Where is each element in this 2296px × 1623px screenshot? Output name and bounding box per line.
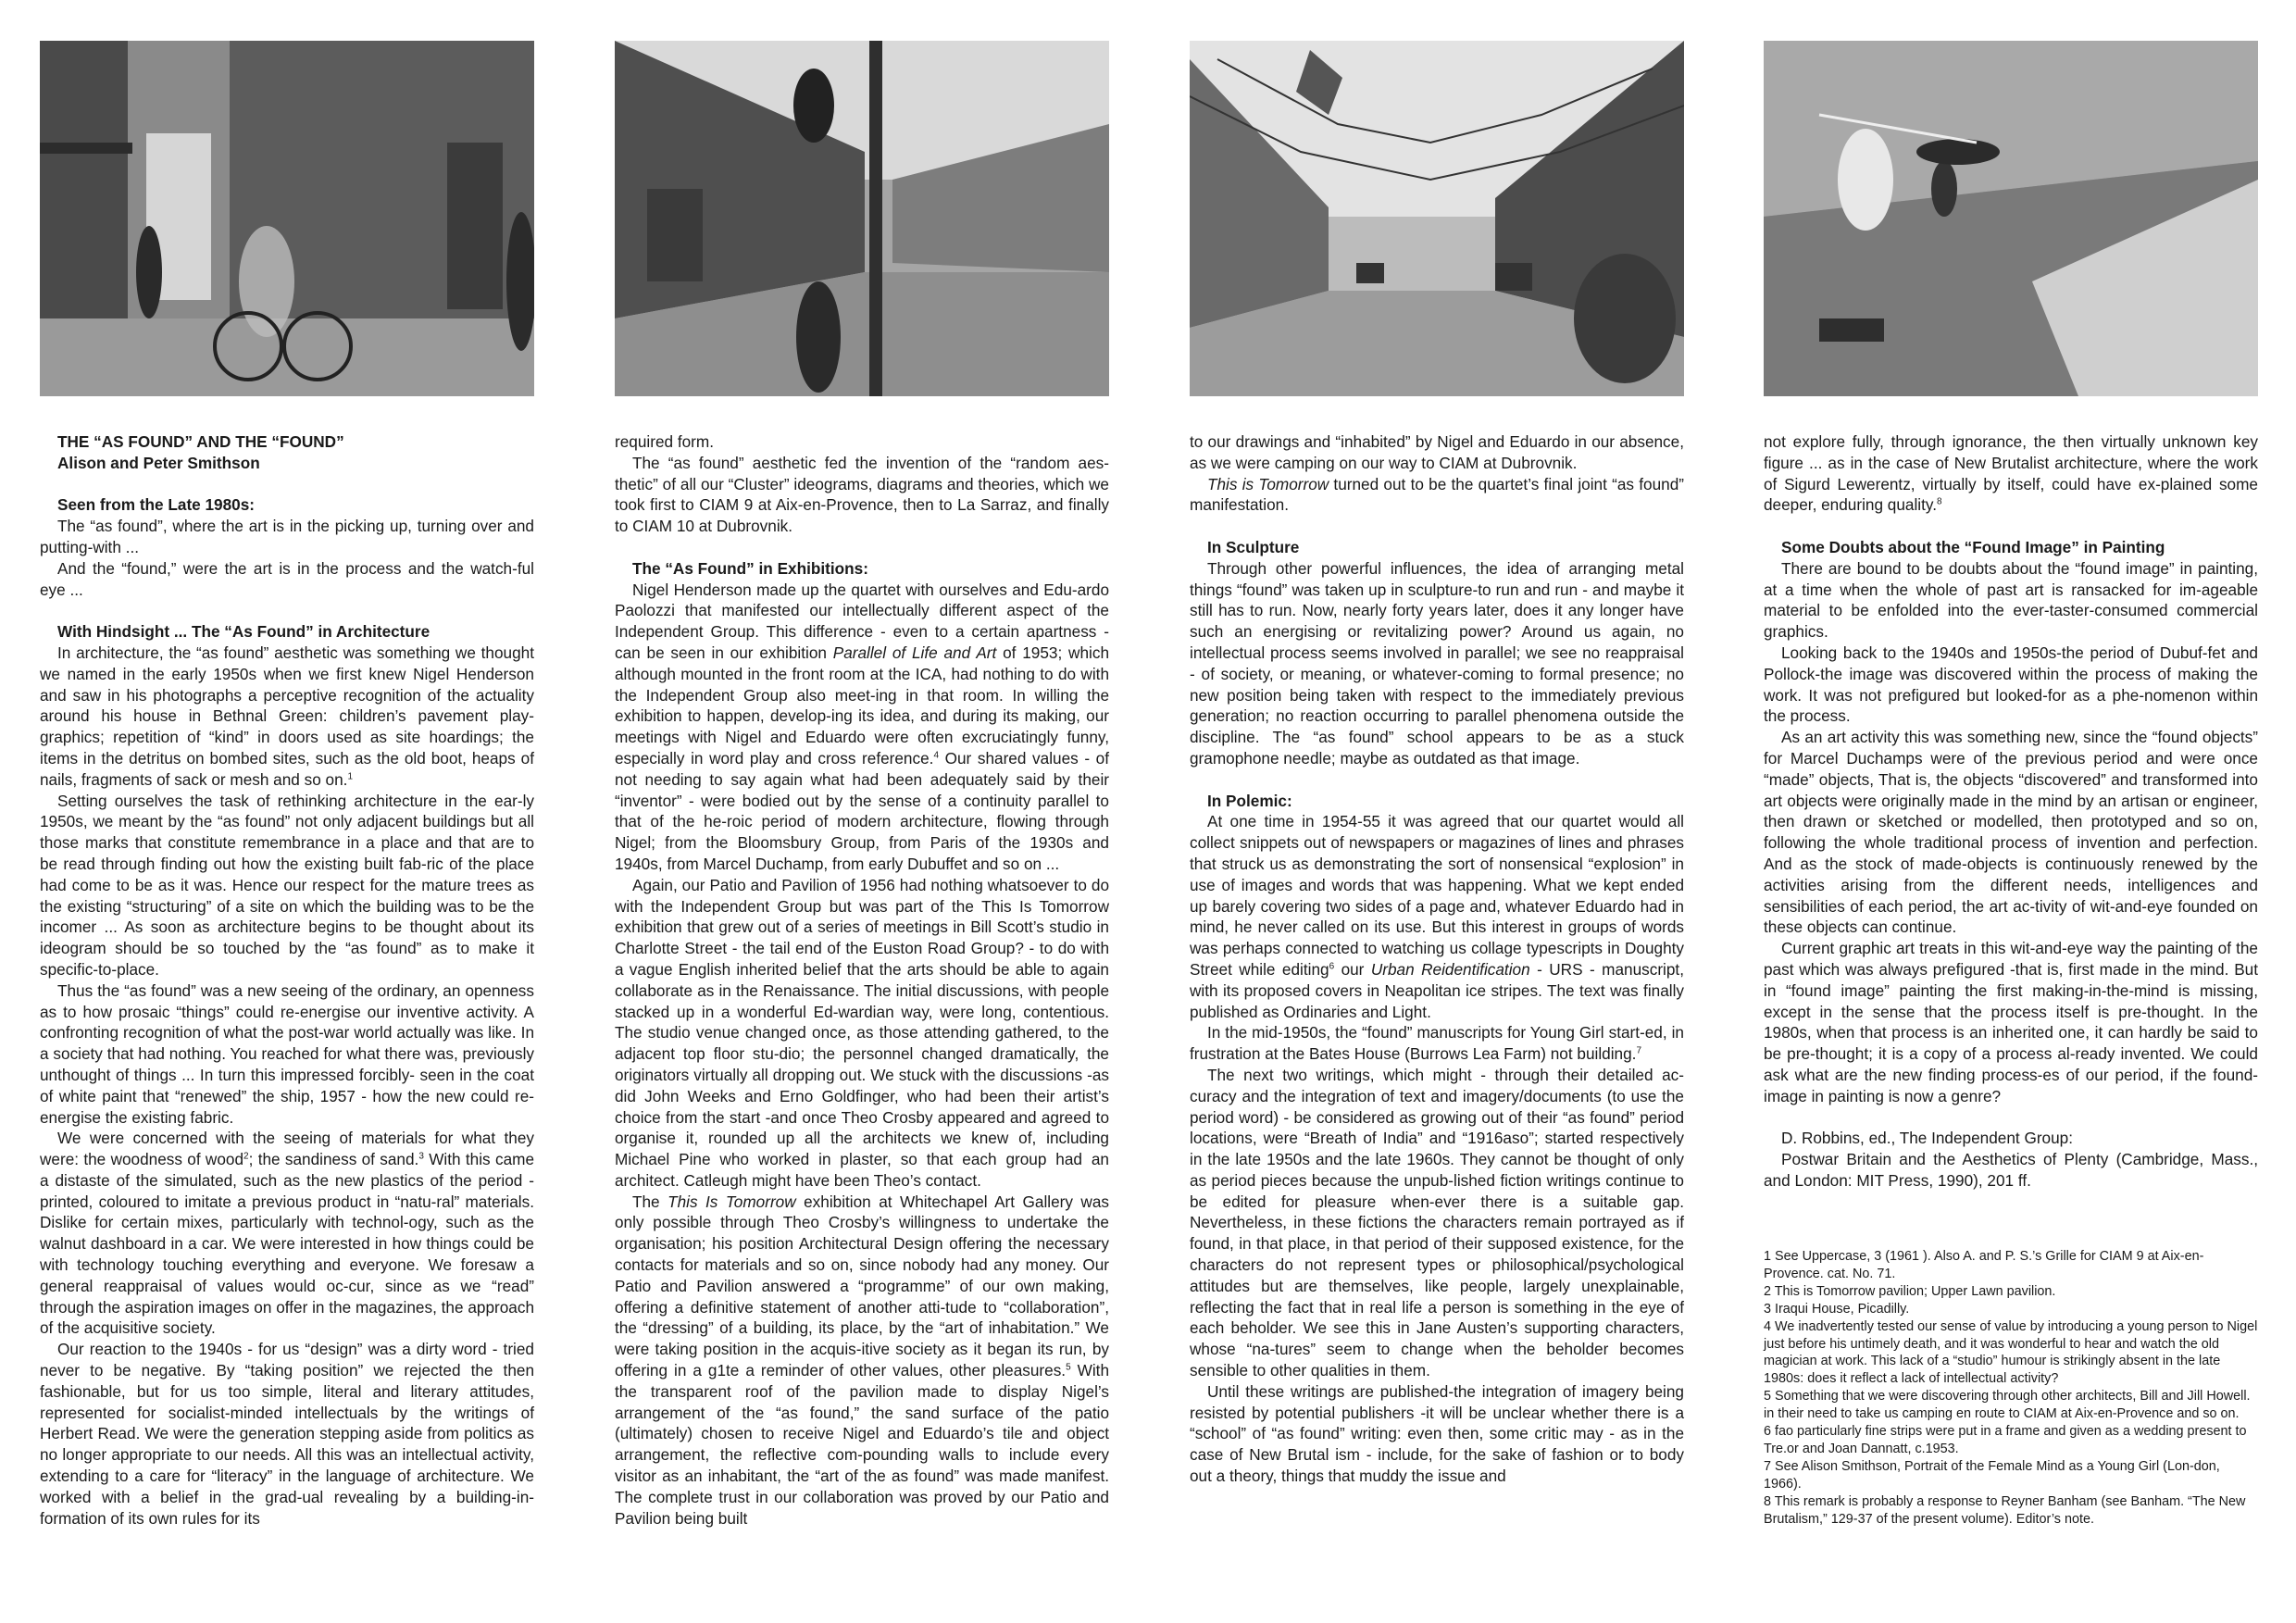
- paragraph: to our drawings and “inhabited” by Nigel and Eduardo in our absence, as we were camping on our way to CIAM at Dubrovnik.: [1190, 432, 1684, 472]
- text-column-1: [40, 431, 534, 1529]
- paragraph: In architecture, the “as found” aesthetic was something we thought we named in the early 1950s when we first knew Nigel Henderson and saw in his photographs a perceptive recognition of the actuality around his house in Bethnal Green: children’s pavement play-graphics; repetition of “kind” in doors used as site hoardings; the items in the detritus on bombed sites, such as the old boot, heaps of nails, fragments of sack or mesh and so on.$^1$: [40, 643, 534, 789]
- text-column-4: [1764, 431, 2258, 1192]
- paragraph: There are bound to be doubts about the “found image” in painting, at a time when the whole of past art is ransacked for im-ageable material to be enfolded into the ever-taster-consumed commercial graphics.: [1764, 558, 2258, 642]
- paragraph: Until these writings are published-the integration of imagery being resisted by potential publishers -it will be unclear whether there is a “school” of “as found” writing: even then, some critic may - as in the case of New Brutal ism - include, for the sake of fashion or to body out a theory, things that muddy the issue and: [1190, 1381, 1684, 1486]
- section-heading: Some Doubts about the “Found Image” in Painting: [1781, 537, 2165, 556]
- paragraph: The “as found”, where the art is in the picking up, turning over and putting-with ...: [40, 517, 534, 556]
- paragraph: The This Is Tomorrow exhibition at Whitechapel Art Gallery was only possible through Theo Crosby’s willingness to undertake the organisation; his position Architectural Design offering the necessary contacts for materials and so on, since nobody had any money. Our Patio and Pavilion answered a “programme” of our own making, offering a definitive statement of another atti-tude to “collaboration”, the “dressing” of a building, its place, by the “art of inhabitation.” We were taking position in the acquis-itive society as it began its run, by offering in a g1te a reminder of other values, other pleasures.$^5$ With the transparent roof of the pavilion made to display Nigel’s arrangement of the “as found,” the sand surface of the patio (ultimately) chosen to receive Nigel and Eduardo’s tile and object arrangement, the reflective com-pounding walls to include every visitor as an inhabitant, the “art of the as found” was made manifest. The complete trust in our collaboration was proved by our Patio and Pavilion being built: [615, 1192, 1109, 1528]
- footnote: 3 Iraqui House, Picadilly.: [1764, 1301, 1910, 1317]
- footnote: 8 This remark is probably a response to Reyner Banham (see Banham. “The New Brutalism,” 129-37 of the present volume). Editor’s note.: [1764, 1493, 2246, 1527]
- boy-on-lamppost-street-photo: [615, 41, 1109, 396]
- paragraph: Setting ourselves the task of rethinking architecture in the ear-ly 1950s, we meant by the “as found” not only adjacent buildings but all those marks that constitute remembrance in a place and that are to be read through finding out how the existing built fab-ric of the place had come to be as it was. Hence our respect for the mature trees as the existing “structuring” of a site on which the building was to be the incomer ... As soon as architecture begins to be thought about its ideogram should be so touched by the “as found” as to make it specific-to-place.: [40, 791, 534, 979]
- paragraph: This is Tomorrow turned out to be the quartet’s final joint “as found” manifestation.: [1190, 474, 1684, 515]
- children-playing-on-wall-photo: [1764, 41, 2258, 396]
- footnote: 5 Something that we were discovering through other architects, Bill and Jill Howell. in their need to take us camping en route to CIAM at Aix-en-Provence and so on.: [1764, 1389, 2251, 1422]
- paragraph: Again, our Patio and Pavilion of 1956 had nothing whatsoever to do with the Independent Group but was part of the This Is Tomorrow exhibition that grew out of a series of meetings in Bill Scott’s studio in Charlotte Street - the tail end of the Euston Road Group? - to do with a vague English inherited belief that the arts should be able to again collaborate as in the Renaissance. The initial discussions, with people stacked up in a wonderful Ed-wardian way, were long, contentious. The studio venue changed once, as those attending gathered, to the adjacent top floor stu-dio; the personnel changed dramatically, the originators virtually all dropping out. We stuck with the discussions -as did John Weeks and Erno Goldfinger, who had been their artist’s choice from the start -and once Theo Crosby appeared and agreed to organise it, rounded up all the architects we knew of, including Michael Pine who worked in plaster, so that each group had an architect. Catleugh might have been Theo’s contact.: [615, 875, 1109, 1190]
- paragraph: required form.: [615, 432, 714, 451]
- section-heading: In Polemic:: [1207, 791, 1292, 810]
- paragraph: Nigel Henderson made up the quartet with ourselves and Edu-ardo Paolozzi that manifested our intellectually different aspect of the Independent Group. This difference - even to a certain apartness - can be seen in our exhibition Parallel of Life and Art of 1953; which although mounted in the front room at the ICA, had nothing to do with the Independent Group also meet-ing in that room. In willing the exhibition to happen, develop-ing its idea, and during its making, our meetings with Nigel and Eduardo were often excruciatingly funny, especially in word play and cross reference.$^4$ Our shared values - of not needing to say again what had been adequately said by their “inventor” - were bodied out by the sense of a continuity parallel to that of the he-roic period of modern architecture, flowing through Nigel; from the Bloomsbury Group, from Paris of the 1930s and 1940s, from Marcel Duchamp, from early Dubuffet and so on ...: [615, 580, 1109, 873]
- reference: D. Robbins, ed., The Independent Group:: [1781, 1129, 2073, 1148]
- street-bunting-festival-photo: [1190, 41, 1684, 396]
- footnote-ref[interactable]: 8: [1936, 496, 1942, 507]
- paragraph: We were concerned with the seeing of materials for what they were: the woodness of wood$^2$; the sandiness of sand.$^3$ With this came a distaste of the simulated, such as the new plastics of the period - printed, coloured to imitate a previous product in “natu-ral” materials. Dislike for certain mixes, particularly with technol-ogy, such as the walnut dashboard in a car. We were interested in how things could be with technology touching everything and everyone. We foresaw a general reappraisal of values would oc-cur, since as we “read” through the aspiration images on offer in the magazines, the approach of the acquisitive society.: [40, 1129, 535, 1338]
- paragraph: The next two writings, which might - through their detailed ac-curacy and the integration of text and imagery/documents (to use the period word) - be considered as growing out of their “as found” period locations, were “Breath of India” and “1916aso”; started respectively in the late 1950s and the late 1960s. They cannot be thought of only as period pieces because the unpub-lished fiction writings continue to be edited for pleasure when-ever there is a suitable gap. Nevertheless, in these fictions the characters remain portrayed as if found, in that place, in that period of their supposed existence, for the characters do not represent types or philosophical/psychological attitudes but are themselves, like people, largely unexplainable, reflecting the fact that in real life a person is something in the eye of each beholder. We see this in Jane Austen’s supporting characters, whose “na-tures” seem to change when the beholder becomes sensible to other qualities in them.: [1190, 1065, 1684, 1380]
- footnote-ref[interactable]: 3: [418, 1151, 424, 1162]
- footnote-ref[interactable]: 5: [1066, 1362, 1071, 1373]
- footnote-ref[interactable]: 4: [933, 750, 939, 761]
- paragraph: The “as found” aesthetic fed the invention of the “random aes-thetic” of all our “Cluster” ideograms, diagrams and theories, which we took first to CIAM 9 at Aix-en-Provence, then to La Sarraz, and finally to CIAM 10 at Dubrovnik.: [615, 453, 1109, 536]
- paragraph: And the “found,” were the art is in the process and the watch-ful eye ...: [40, 558, 534, 599]
- footnote-ref[interactable]: 7: [1636, 1045, 1641, 1056]
- text-column-2: [615, 431, 1109, 1529]
- paragraph: Thus the “as found” was a new seeing of the ordinary, an openness as to how prosaic “things” could re-energise our inventive activity. A confronting recognition of what the post-war world actually was like. In a society that had nothing. You reached for what there was, previously unthought of things ... In turn this impressed forcibly- seen in the coat of white paint that “renewed” the ship, 1957 - how the new could re-energise the existing fabric.: [40, 980, 534, 1127]
- section-heading: Seen from the Late 1980s:: [57, 495, 256, 515]
- paragraph: Current graphic art treats in this wit-and-eye way the painting of the past which was always prefigured -that is, first made in the mind. But in “found image” painting the first making-in-the-mind is missing, except in the sense that the process itself is pre-thought. In the 1980s, when that process is an inherited one, it can hardly be said to be pre-thought; it is a copy of a process al-ready invented. We could ask what are the new finding process-es of our period, if the found-image in painting is now a genre?: [1764, 939, 2258, 1105]
- paragraph: In the mid-1950s, the “found” manuscripts for Young Girl start-ed, in frustration at the Bates House (Burrows Lea Farm) not building.$^7$: [1190, 1023, 1684, 1064]
- footnote: 1 See Uppercase, 3 (1961 ). Also A. and P. S.’s Grille for CIAM 9 at Aix-en-Provence. cat. No. 71.: [1764, 1249, 2204, 1281]
- section-heading: The “As Found” in Exhibitions:: [632, 558, 868, 578]
- reference: Postwar Britain and the Aesthetics of Plenty (Cambridge, Mass., and London: MIT Press, 1990), 201 ff.: [1764, 1150, 2258, 1190]
- article-authors: Alison and Peter Smithson: [57, 453, 260, 472]
- paragraph: Looking back to the 1940s and 1950s-the period of Dubuf-fet and Pollock-the image was discovered within the process of making the work. It was not prefigured but looked-for as a phe-nomenon within the process.: [1764, 643, 2258, 726]
- paragraph: As an art activity this was something new, since the “found objects” for Marcel Duchamps were of the previous period and were once “made” objects, That is, the objects “discovered” and transformed into art objects were originally made in the mind by an artisan or engineer, then drawn or sketched or modelled, then prototyped and so on, following the whole traditional process of invention and perfection. And as the stock of made-objects is continuously renewed by the activities arising from the different needs, intelligences and sensibilities of each period, the art ac-tivity of wit-and-eye founded on these objects can continue.: [1764, 728, 2258, 937]
- paragraph: At one time in 1954-55 it was agreed that our quartet would all collect snippets out of newspapers or magazines of lines and phrases that struck us as demonstrating the sort of nonsensical “explosion” in use of images and words that was happening. What we kept ended up barely covering two sides of a page and, whatever Eduardo had in mind, he never called on its use. But this interest in groups of words was perhaps connected to watching us collage typescripts in Doughty Street while editing$^6$ our Urban Reidentification - URS - manuscript, with its proposed covers in Neapolitan ice stripes. The text was finally published as Ordinaries and Light.: [1190, 812, 1684, 1021]
- paragraph: not explore fully, through ignorance, the then virtually unknown key figure ... as in the case of New Brutalist architecture, where the work of Sigurd Lewerentz, virtually by itself, could have ex-plained some deeper, enduring quality.$^8$: [1764, 432, 2258, 515]
- footnote-ref[interactable]: 6: [1329, 961, 1335, 972]
- paragraph: Through other powerful influences, the idea of arranging metal things “found” was taken up in sculpture-to run and run - and maybe it still has to run. Now, nearly forty years later, does it any longer have such an energising or revitalizing power? Around us again, no intellectual process seems involved in parallel; we see no reappraisal - of society, or meaning, or whatever-coming to formal presence; no new position being taken with respect to the immediately previous generation; no reaction occurring to parallel phenomena outside the discipline. The “as found” school appears to be as a stuck gramophone needle; maybe as outdated as that image.: [1190, 558, 1684, 768]
- paragraph: Our reaction to the 1940s - for us “design” was a dirty word - tried never to be negative. By “taking position” we rejected the then fashionable, but for us too simple, literal and literary attitudes, represented for socialist-minded intellectuals by the writings of Herbert Read. We were the generation stepping aside from politics as no longer appropriate to our needs. All this was an intellectual activity, extending to a care for “literacy” in the language of architecture. We worked with a belief in the grad-ual revealing by a building-in-formation of its own rules for its: [40, 1340, 534, 1528]
- footnote-ref[interactable]: 1: [347, 771, 354, 782]
- text-column-3: [1190, 431, 1684, 1487]
- footnote: 6 fao particularly fine strips were put in a frame and given as a wedding present to Tre.or and Joan Dannatt, c.1953.: [1764, 1424, 2247, 1456]
- article-title: THE “AS FOUND” AND THE “FOUND”: [57, 432, 344, 451]
- alley-with-cyclist-photo: [40, 41, 534, 396]
- footnote: 2 This is Tomorrow pavilion; Upper Lawn pavilion.: [1764, 1283, 2056, 1299]
- footnotes: [1764, 1248, 2258, 1529]
- footnote: 4 We inadvertently tested our sense of value by introducing a young person to Nigel just before his untimely death, and it was wonderful to hear and watch the old magician at work. This lack of a “studio” humour is strikingly absent in the late 1980s: does it reflect a lack of intellectual activity?: [1764, 1318, 2258, 1387]
- section-heading: In Sculpture: [1207, 537, 1300, 556]
- footnote: 7 See Alison Smithson, Portrait of the Female Mind as a Young Girl (Lon-don, 1966).: [1764, 1458, 2220, 1492]
- section-heading: With Hindsight ... The “As Found” in Architecture: [57, 622, 430, 642]
- footnote-ref[interactable]: 2: [243, 1151, 249, 1162]
